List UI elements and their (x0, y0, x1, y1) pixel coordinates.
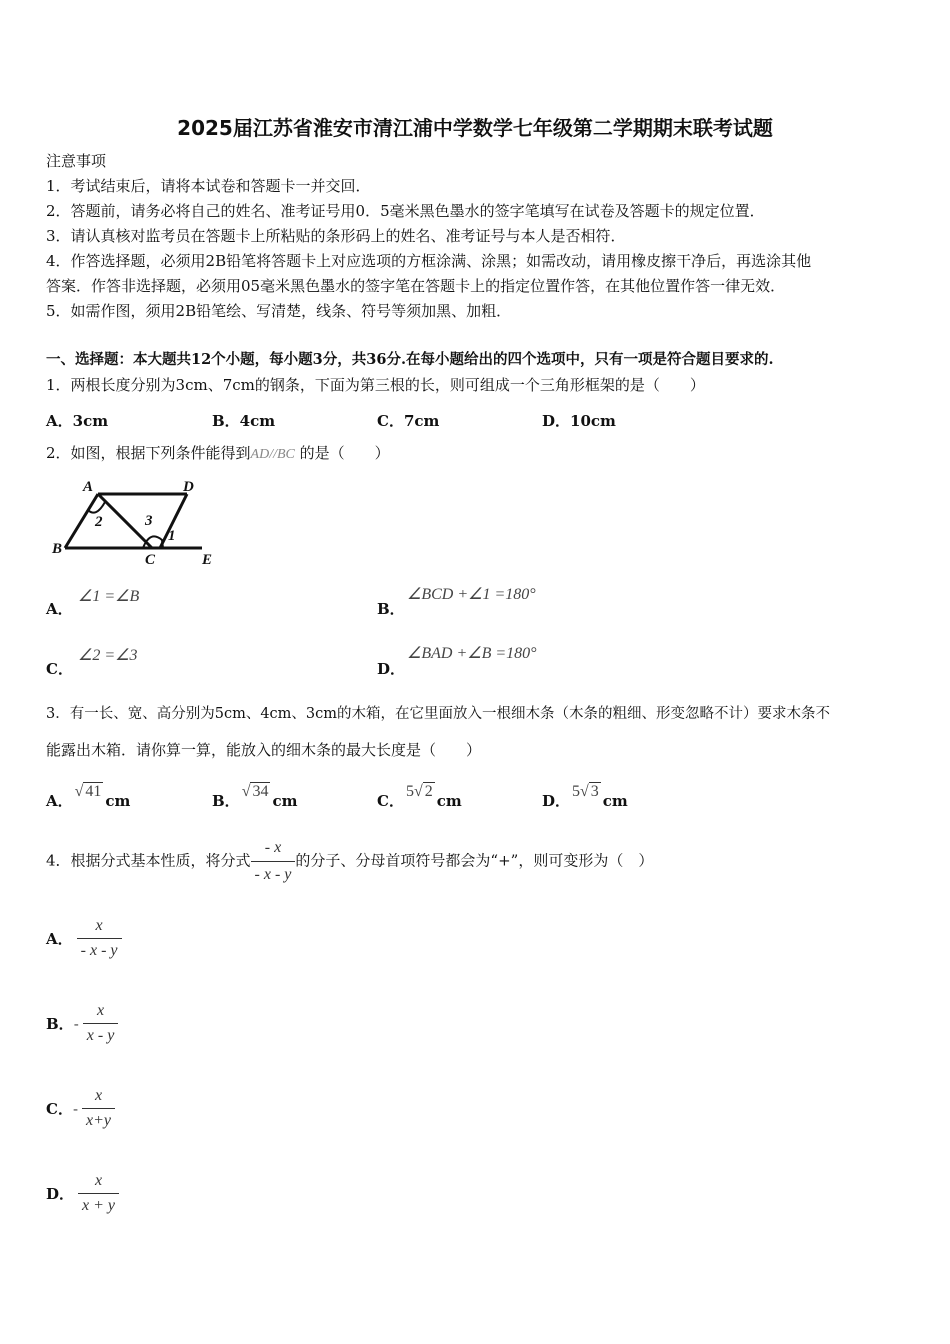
angle-3-label: 3 (145, 513, 153, 529)
unit: cm (105, 792, 131, 810)
q4-stem (46, 838, 653, 885)
q2-stem-pre: 2．如图，根据下列条件能得到 (46, 444, 251, 462)
q2-option-c: ∠2 =∠3 (78, 647, 138, 664)
numerator: x (82, 1087, 115, 1109)
option-fraction (82, 1087, 115, 1130)
notice-1: 1．考试结束后，请将本试卷和答题卡一并交回． (46, 177, 371, 195)
q2-option-a: ∠1 =∠B (78, 588, 140, 605)
q4-fraction-num: - x (251, 838, 296, 862)
option-fraction (83, 1002, 119, 1045)
label-b: B (52, 541, 63, 557)
q4-option-b (46, 1002, 118, 1045)
denominator: - x - y (80, 942, 118, 959)
option-letter: C． (46, 1100, 73, 1118)
label-e: E (202, 552, 213, 568)
denominator: x+y (86, 1112, 112, 1129)
angle-1-label: 1 (168, 528, 176, 544)
option-letter: A． (46, 930, 73, 948)
option-fraction (77, 917, 122, 960)
numerator: x (77, 917, 122, 939)
option-letter: B． (46, 1015, 74, 1033)
radical-expression: 5√ 2 (405, 783, 433, 800)
coefficient: 5 (405, 783, 414, 800)
radicand: 3 (590, 783, 599, 800)
q3-option-b (212, 783, 298, 811)
notice-3: 3．请认真核对监考员在答题卡上所粘贴的条形码上的姓名、准考证号与本人是否相符． (46, 227, 626, 245)
radical-expression: 5√ 3 (572, 783, 599, 800)
label-d: D (183, 479, 194, 495)
option-letter: A． (46, 792, 73, 810)
q3-option-c (377, 783, 462, 811)
option-fraction (78, 1172, 119, 1215)
denominator: x - y (86, 1027, 115, 1044)
angle-2-label: 2 (95, 514, 103, 530)
q2-option-b: ∠BCD +∠1 =180° (407, 586, 536, 603)
q4-fraction-den: - x - y (254, 866, 292, 883)
q3-option-a (46, 783, 131, 811)
q2-stem (46, 443, 390, 465)
radicand: 41 (85, 783, 102, 800)
radicand: 34 (252, 783, 269, 800)
notice-5: 5．如需作图，须用2B铅笔绘、写清楚，线条、符号等须加黑、加粗． (46, 302, 512, 320)
option-letter: D． (46, 1185, 75, 1203)
notice-4: 4．作答选择题，必须用2B铅笔将答题卡上对应选项的方框涂满、涂黑；如需改动，请用橡皮擦干净后，再选涂其他 (46, 252, 812, 270)
coefficient: 5 (572, 783, 581, 800)
numerator: x (83, 1002, 119, 1024)
radical-expression: √ 41 (74, 783, 102, 800)
q4-fraction (251, 838, 296, 885)
q2-option-a-letter: A． (46, 600, 73, 618)
sign: - (72, 1099, 79, 1118)
page-title: 2025届江苏省淮安市清江浦中学数学七年级第二学期期末联考试题 (177, 116, 773, 140)
q4-option-a (46, 917, 122, 960)
unit: cm (272, 792, 298, 810)
radical-expression: √ 34 (241, 783, 269, 800)
q1-option-b: B．4cm (212, 412, 276, 430)
q2-stem-math: AD//BC (250, 447, 295, 462)
unit: cm (436, 792, 462, 810)
denominator: x + y (82, 1197, 116, 1214)
option-letter: C． (377, 792, 404, 810)
unit: cm (602, 792, 628, 810)
option-letter: B． (212, 792, 240, 810)
q3-stem-2: 能露出木箱．请你算一算，能放入的细木条的最大长度是（ ） (46, 741, 482, 759)
numerator: x (78, 1172, 119, 1194)
option-letter: D． (542, 792, 571, 810)
notice-4-cont: 答案．作答非选择题，必须用05毫米黑色墨水的签字笔在答题卡上的指定位置作答，在其他位置作答一律无效． (46, 277, 786, 295)
q1-option-d: D．10cm (542, 412, 616, 430)
radicand: 2 (424, 783, 433, 800)
parallelogram-figure (50, 478, 220, 568)
sign: - (73, 1014, 79, 1033)
q2-option-d: ∠BAD +∠B =180° (407, 645, 537, 662)
q4-stem-pre: 4．根据分式基本性质，将分式 (46, 851, 251, 870)
q2-option-c-letter: C． (46, 660, 73, 678)
section-heading: 一、选择题：本大题共12个小题，每小题3分，共36分.在每小题给出的四个选项中，只有一项是符合题目要求的. (46, 351, 774, 368)
q3-option-d (542, 783, 628, 811)
notice-2: 2．答题前，请务必将自己的姓名、准考证号用0．5毫米黑色墨水的签字笔填写在试卷及答题卡的规定位置． (46, 202, 765, 220)
q1-option-c: C．7cm (377, 412, 440, 430)
q1-option-a: A．3cm (46, 412, 109, 430)
notice-heading: 注意事项 (46, 152, 107, 170)
q1-stem: 1．两根长度分别为3cm、7cm的钢条，下面为第三根的长，则可组成一个三角形框架的是（ ） (46, 376, 705, 394)
q4-stem-post: 的分子、分母首项符号都会为“+”，则可变形为（ ） (295, 851, 654, 870)
q4-option-d (46, 1172, 119, 1215)
q2-option-d-letter: D． (377, 660, 406, 678)
label-c: C (145, 552, 156, 568)
q3-stem-1: 3．有一长、宽、高分别为5cm、4cm、3cm的木箱，在它里面放入一根细木条（木条的粗细、形变忽略不计）要求木条不 (46, 706, 831, 722)
q4-option-c (46, 1087, 115, 1130)
q2-option-b-letter: B． (377, 600, 405, 618)
q2-stem-post: 的是（ ） (299, 444, 390, 462)
label-a: A (83, 479, 94, 495)
